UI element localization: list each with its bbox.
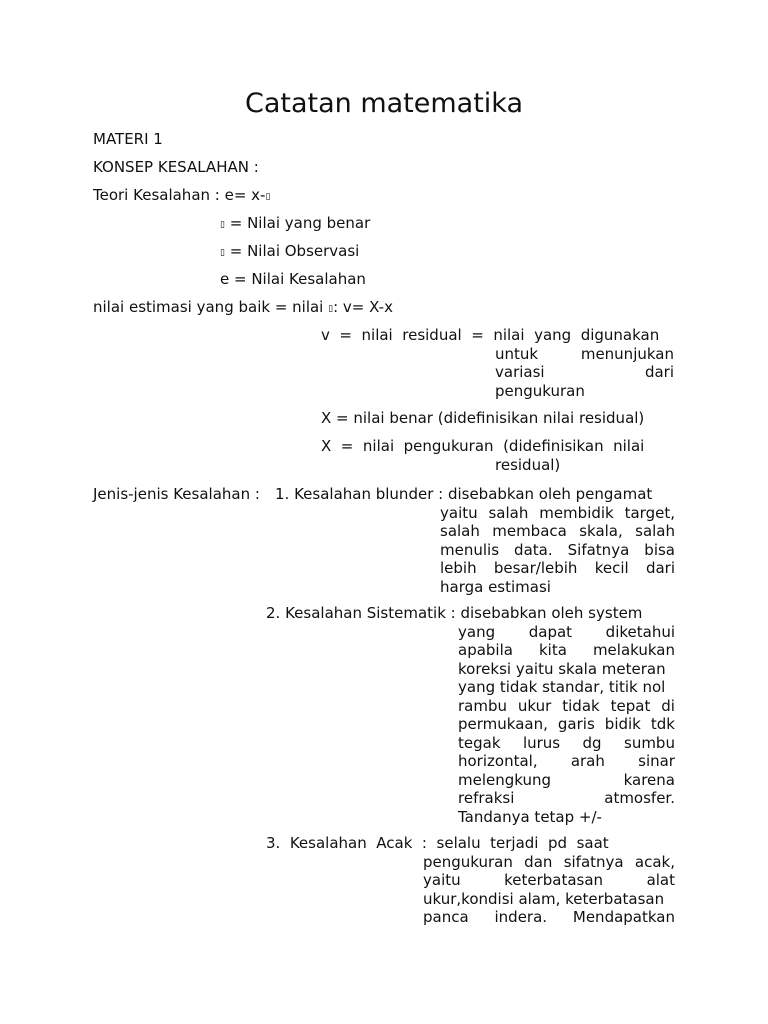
word: sinar: [638, 752, 675, 770]
word: bisa: [644, 540, 675, 559]
jenis-item-2: [266, 604, 675, 826]
residual-def-1: [321, 326, 674, 400]
def-line-3: [220, 270, 366, 289]
jenis-item-1: [275, 485, 675, 596]
cont-line: Tandanya tetap +/-: [458, 807, 602, 826]
word: data.: [514, 540, 553, 559]
jenis-item-cont: [458, 623, 675, 827]
word: sumbu: [624, 733, 675, 752]
missing-symbol-icon: ▯: [265, 192, 271, 202]
word: tegak: [458, 733, 501, 752]
word: garis: [557, 715, 595, 733]
word: tepat: [610, 696, 651, 715]
residual-def-2: X = nilai benar (didefinisikan nilai residual): [321, 409, 645, 427]
word: keterbatasan: [504, 871, 604, 889]
residual-def-3: [321, 437, 674, 474]
estimasi-prefix: nilai estimasi yang baik = nilai: [93, 298, 324, 316]
word: membaca: [492, 522, 567, 540]
word: lebih: [440, 559, 477, 577]
residual-cont-line: [495, 345, 674, 364]
cont-line: [440, 559, 675, 578]
residual-cont-line: pengukuran: [495, 381, 585, 400]
jenis-item-head: 3. Kesalahan Acak : selalu terjadi pd saat: [266, 834, 609, 852]
cont-line: [440, 504, 675, 523]
word: salah: [440, 522, 480, 540]
cont-line: [458, 734, 675, 753]
word: dari: [645, 559, 675, 577]
jenis-label: Jenis-jenis Kesalahan :: [93, 485, 260, 503]
cont-line: [423, 908, 675, 927]
word: dari: [644, 363, 674, 381]
word: dan: [524, 852, 553, 871]
def-line-2: [220, 242, 359, 263]
word: Mendapatkan: [572, 908, 675, 926]
word: salah: [635, 522, 675, 540]
word: alat: [646, 871, 675, 889]
word: tdk: [650, 715, 675, 733]
word: skala,: [579, 522, 623, 540]
cont-line: [440, 541, 675, 560]
word: melengkung: [458, 770, 552, 789]
def-text: = Nilai yang benar: [229, 214, 371, 232]
word: lurus: [522, 733, 561, 752]
word: melakukan: [592, 641, 675, 659]
def-text: = Nilai Observasi: [229, 242, 360, 260]
estimasi-suffix: : v= X-x: [333, 298, 393, 316]
word: target,: [624, 503, 675, 522]
word: variasi: [495, 363, 545, 381]
word: atmosfer.: [604, 789, 675, 807]
word: pengukuran: [423, 852, 513, 871]
word: besar/lebih: [493, 559, 578, 577]
word: yang: [458, 622, 496, 641]
word: sifatnya: [563, 852, 624, 871]
word: bidik: [604, 715, 641, 733]
cont-line: [458, 789, 675, 808]
cont-line: harga estimasi: [440, 577, 551, 596]
def-line-1: [220, 214, 370, 235]
residual-cont-line: residual): [495, 455, 561, 474]
word: untuk: [495, 344, 539, 363]
cont-line: [458, 697, 675, 716]
cont-line: [423, 871, 675, 890]
word: kecil: [594, 559, 629, 577]
word: indera.: [494, 908, 548, 926]
word: tidak: [562, 696, 600, 715]
word: apabila: [458, 641, 513, 659]
cont-line: [458, 623, 675, 642]
word: di: [661, 696, 675, 715]
word: dg: [582, 733, 602, 752]
section-materi: MATERI 1: [93, 130, 163, 148]
cont-line: ukur,kondisi alam, keterbatasan: [423, 889, 665, 908]
residual-cont: [495, 345, 674, 401]
word: acak,: [634, 852, 675, 871]
word: arah: [570, 752, 605, 770]
page-title: Catatan matematika: [244, 88, 524, 119]
missing-symbol-icon: ▯: [328, 304, 334, 314]
cont-line: koreksi yaitu skala meteran: [458, 659, 666, 678]
estimasi-line: [93, 298, 393, 319]
word: dapat: [528, 622, 573, 641]
word: rambu: [458, 696, 507, 715]
teori-line: [93, 186, 270, 207]
cont-line: [458, 715, 675, 734]
missing-symbol-icon: ▯: [220, 220, 225, 230]
word: kita: [538, 641, 567, 659]
word: membidik: [539, 503, 614, 522]
cont-line: [440, 522, 675, 541]
cont-line: yang tidak standar, titik nol: [458, 678, 666, 696]
cont-line: [458, 641, 675, 660]
word: yaitu: [423, 871, 461, 889]
section-konsep: KONSEP KESALAHAN :: [93, 158, 259, 176]
jenis-item-cont: [423, 853, 675, 927]
jenis-item-cont: [440, 504, 675, 597]
residual-head: X = nilai pengukuran (didefinisikan nilai: [321, 437, 645, 455]
residual-cont-line: [495, 363, 674, 382]
cont-line: [458, 752, 675, 771]
missing-symbol-icon: ▯: [220, 248, 225, 258]
word: yaitu: [440, 503, 478, 522]
word: Sifatnya: [567, 540, 630, 559]
jenis-item-head: 1. Kesalahan blunder : disebabkan oleh pengamat: [275, 485, 653, 503]
word: karena: [623, 770, 675, 789]
word: menulis: [440, 540, 500, 559]
word: panca: [423, 908, 469, 926]
word: salah: [488, 503, 529, 522]
word: ukur: [517, 696, 552, 715]
word: permukaan,: [458, 715, 548, 733]
word: menunjukan: [580, 344, 674, 363]
residual-head: v = nilai residual = nilai yang digunakan: [321, 326, 660, 344]
jenis-item-head: 2. Kesalahan Sistematik : disebabkan oleh system: [266, 604, 643, 622]
cont-line: [423, 853, 675, 872]
word: diketahui: [605, 622, 675, 641]
def-text: e = Nilai Kesalahan: [220, 270, 366, 288]
teori-prefix: Teori Kesalahan : e= x-: [93, 186, 266, 204]
jenis-item-3: [266, 834, 675, 927]
word: horizontal,: [458, 752, 538, 770]
word: refraksi: [458, 789, 515, 807]
cont-line: [458, 771, 675, 790]
